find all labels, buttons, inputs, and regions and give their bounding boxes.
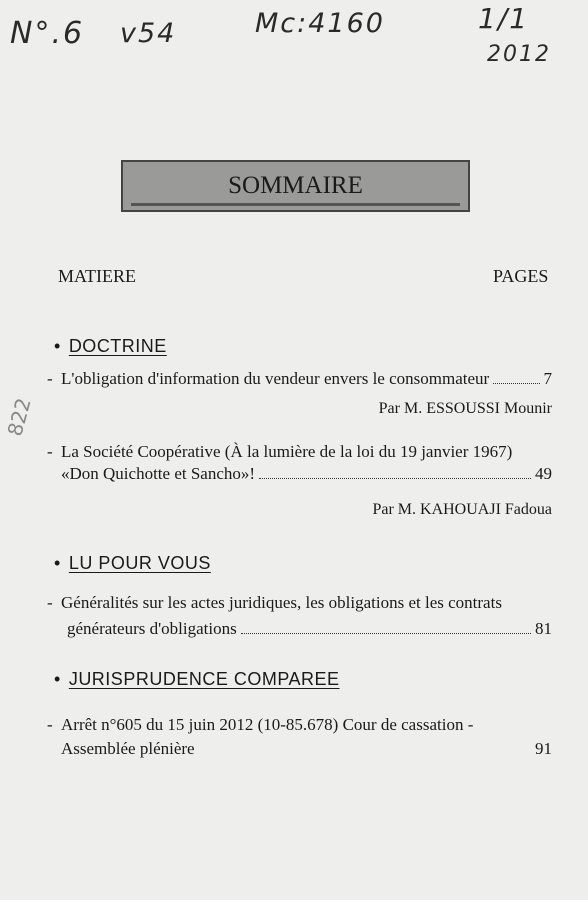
handwritten-number: N°.6 — [10, 16, 85, 51]
handwritten-volume: v54 — [120, 18, 177, 49]
entry-title-continued: «Don Quichotte et Sancho»! — [61, 464, 256, 483]
entry-title-continued: Assemblée plénière — [61, 739, 195, 758]
entry-author: Par M. KAHOUAJI Fadoua — [372, 501, 552, 518]
entry-page: 7 — [543, 369, 552, 388]
entry-title-continued: générateurs d'obligations — [67, 619, 237, 638]
handwritten-reference: Mc:4160 — [255, 8, 385, 39]
toc-entry[interactable] — [47, 441, 552, 485]
entry-page: 49 — [535, 464, 552, 483]
section-heading-lu-pour-vous: • LU POUR VOUS — [54, 553, 211, 573]
entry-title: L'obligation d'information du vendeur envers le consommateur — [61, 369, 490, 388]
dash-icon: - — [47, 442, 53, 461]
entry-title: La Société Coopérative (À la lumière de la loi du 19 janvier 1967) — [61, 442, 513, 461]
toc-entry[interactable] — [47, 592, 552, 640]
entry-author: Par M. ESSOUSSI Mounir — [378, 400, 552, 417]
toc-entry[interactable] — [47, 714, 552, 760]
dash-icon: - — [47, 715, 53, 734]
entry-page: 91 — [535, 739, 552, 758]
bullet-icon: • — [54, 553, 61, 573]
bullet-icon: • — [54, 669, 61, 689]
section-heading-doctrine: • DOCTRINE — [54, 336, 167, 356]
bullet-icon: • — [54, 336, 61, 356]
toc-entry[interactable] — [47, 368, 552, 390]
entry-title: Arrêt n°605 du 15 juin 2012 (10-85.678) Cour de cassation - — [61, 715, 474, 734]
dot-leader — [241, 633, 531, 634]
dash-icon: - — [47, 593, 53, 612]
handwritten-fraction: 1/1 — [478, 2, 530, 35]
title-box — [121, 160, 470, 212]
page-title: SOMMAIRE — [228, 172, 363, 199]
column-header-matiere: MATIERE — [58, 266, 136, 286]
dot-leader — [493, 383, 539, 384]
handwritten-margin-note: 822 — [2, 395, 36, 439]
entry-title: Généralités sur les actes juridiques, les obligations et les contrats — [61, 593, 502, 612]
dot-leader — [199, 753, 531, 754]
dash-icon: - — [47, 369, 53, 388]
handwritten-year: 2012 — [487, 42, 551, 67]
section-heading-jurisprudence: • JURISPRUDENCE COMPAREE — [54, 669, 340, 689]
column-header-pages: PAGES — [493, 266, 549, 286]
entry-page: 81 — [535, 619, 552, 638]
dot-leader — [259, 478, 531, 479]
